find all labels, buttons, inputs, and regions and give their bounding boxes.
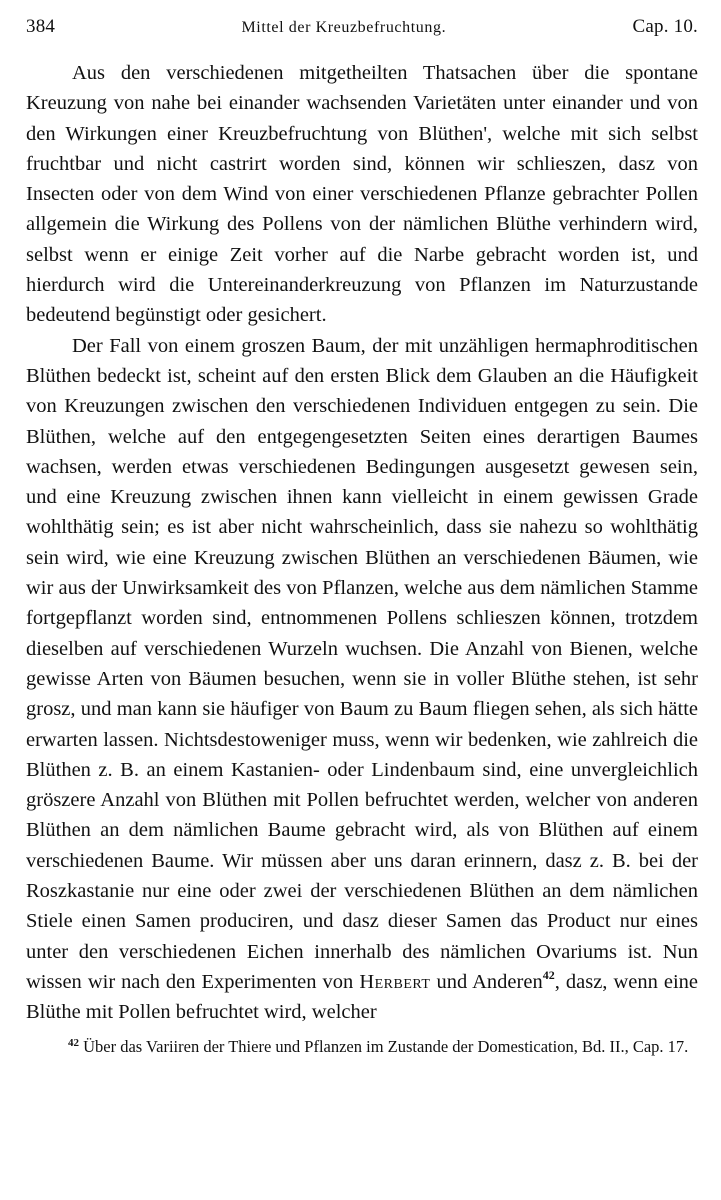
running-header bbox=[26, 16, 698, 38]
footnote-number: 42 bbox=[68, 1036, 79, 1049]
footnote-text: Über das Variiren der Thiere und Pflanzen im Zustande der Domestication, Bd. II., Cap. 17. bbox=[83, 1036, 689, 1056]
running-title: Mittel der Kreuzbefruchtung. bbox=[241, 19, 447, 36]
paragraph-2-tail: , dasz, wenn eine Blüthe mit Pollen befruchtet wird, welcher bbox=[26, 970, 699, 1024]
footnote bbox=[26, 1034, 698, 1060]
paragraph-2 bbox=[26, 331, 698, 1028]
footnote-reference: 42 bbox=[542, 967, 555, 982]
paragraph-1: Aus den verschiedenen mitgetheilten Thatsachen über die spontane Kreuzung von nahe bei einander wachsenden Varietäten unter einander und von den Wirkungen einer Kreuzbefruchtung von Blüthen', welche mit sich selbst fruchtbar und nicht castrirt worden sind, können wir schlieszen, dasz von Insecten oder von dem Wind von einer verschiedenen Pflanze gebrachter Pollen allgemein die Wirkung des Pollens von der nämlichen Blüthe verhindern wird, selbst wenn er einige Zeit vorher auf die Narbe gebracht worden ist, und hierdurch wird die Untereinanderkreuzung von Pflanzen im Naturzustande bedeutend begünstigt oder gesichert. bbox=[26, 62, 698, 327]
chapter-label: Cap. 10. bbox=[632, 16, 698, 37]
author-name-herbert: Herbert bbox=[359, 970, 431, 993]
page-number: 384 bbox=[26, 16, 56, 37]
book-page bbox=[26, 16, 698, 1060]
paragraph-2-after-name: und Anderen bbox=[436, 970, 543, 993]
body-text bbox=[26, 58, 698, 1028]
paragraph-2-main: Der Fall von einem groszen Baum, der mit unzähligen hermaphroditischen Blüthen bedeckt ist, scheint auf den ersten Blick dem Glauben an die Häufigkeit von Kreuzungen zwischen den verschiedenen Individuen entgegen zu sein. Die Blüthen, welche auf den entgegengesetzten Seiten eines derartigen Baumes wachsen, werden etwas verschiedenen Bedingungen ausgesetzt gewesen sein, und eine Kreuzung zwischen ihnen kann vielleicht in einem gewissen Grade wohlthätig sein; es ist aber nicht wahrscheinlich, dass sie nahezu so wohlthätig sein wird, wie eine Kreuzung zwischen Blüthen an verschiedenen Bäumen, wie wir aus der Unwirksamkeit des von Pflanzen, welche aus dem nämlichen Stamme fortgepflanzt worden sind, entnommenen Pollens schlieszen können, trotzdem dieselben auf verschiedenen Wurzeln wuchsen. Die Anzahl von Bienen, welche gewisse Arten von Bäumen besuchen, wenn sie in voller Blüthe stehen, ist sehr grosz, und man kann sie häufiger von Baum zu Baum fliegen sehen, als sich hätte erwarten lassen. Nichtsdestoweniger muss, wenn wir bedenken, wie zahlreich die Blüthen z. B. an einem Kastanien- oder Lindenbaum sind, eine unvergleichlich gröszere Anzahl von Blüthen mit Pollen befruchtet werden, welcher von anderen Blüthen an dem nämlichen Baume gebracht wird, als von Blüthen auf einem verschiedenen Baume. Wir müssen aber uns daran erinnern, dasz z. B. bei der Roszkastanie nur eine oder zwei der verschiedenen Blüthen an dem nämlichen Stiele einen Samen produciren, und dasz dieser Samen das Product nur eines unter den verschiedenen Eichen innerhalb des nämlichen Ovariums ist. Nun wissen wir nach den Experimenten von bbox=[26, 334, 698, 993]
